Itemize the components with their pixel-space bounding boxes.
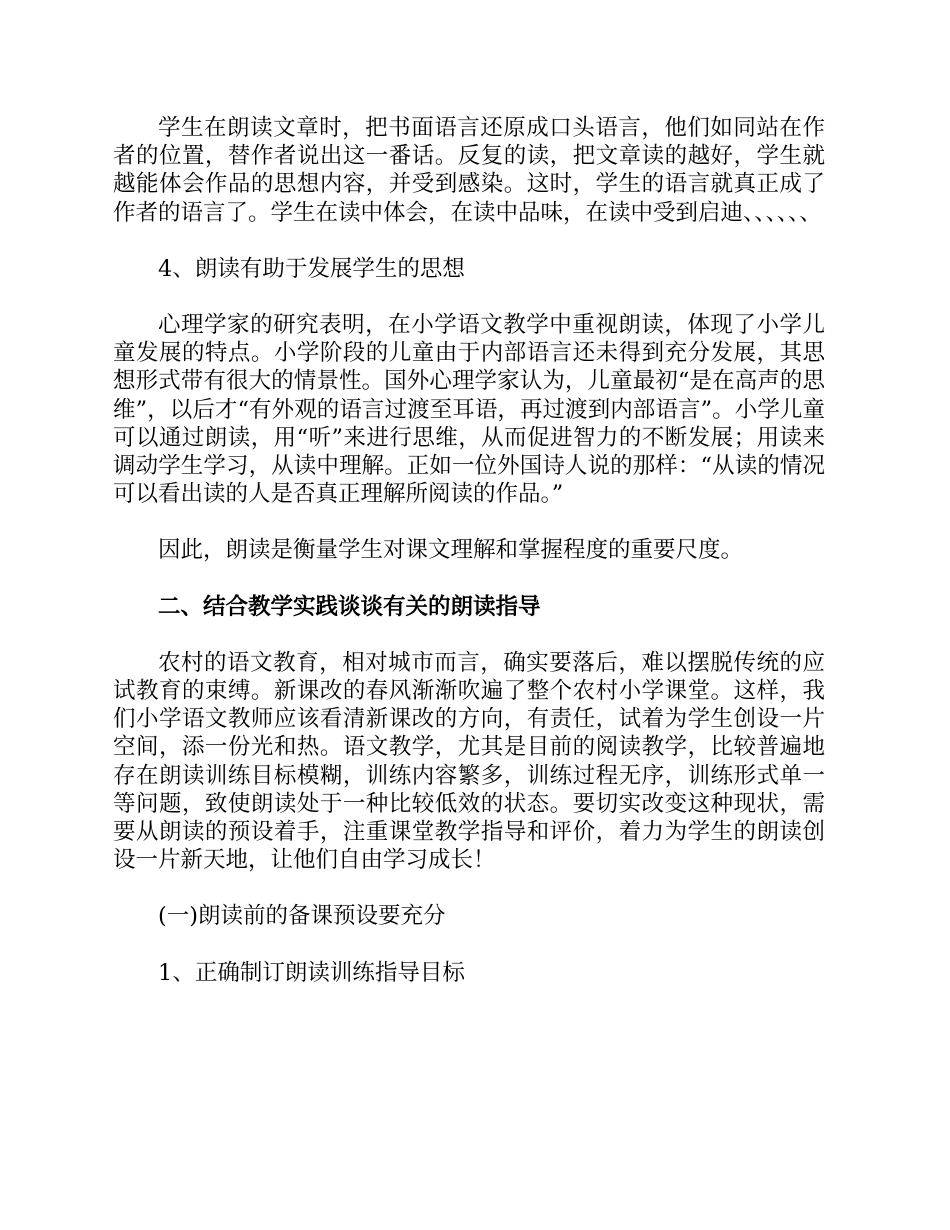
body-paragraph-psychology-research: 心理学家的研究表明，在小学语文教学中重视朗读，体现了小学儿童发展的特点。小学阶段的儿童由于内部语言还未得到充分发展，其思想形式带有很大的情景性。国外心理学家认为，儿童最初“是在高声的思维”，以后才“有外观的语言过渡至耳语，再过渡到内部语言”。小学儿童可以通过朗读，用“听”来进行思维，从而促进智力的不断发展；用读来调动学生学习，从读中理解。正如一位外国诗人说的那样：“从读的情况可以看出读的人是否真正理解所阅读的作品。”	[113, 312, 825, 508]
subheading-point-1: 1、正确制订朗读训练指导目标	[158, 959, 465, 986]
body-paragraph-rural-education: 农村的语文教育，相对城市而言，确实要落后，难以摆脱传统的应试教育的束缚。新课改的春风渐渐吹遍了整个农村小学课堂。这样，我们小学语文教师应该看清新课改的方向，有责任，试着为学生创设一片空间，添一份光和热。语文教学，尤其是目前的阅读教学，比较普遍地存在朗读训练目标模糊，训练内容繁多，训练过程无序，训练形式单一等问题，致使朗读处于一种比较低效的状态。要切实改变这种现状，需要从朗读的预设着手，注重课堂教学指导和评价，着力为学生的朗读创设一片新天地，让他们自由学习成长！	[113, 649, 825, 874]
subheading-point-4: 4、朗读有助于发展学生的思想	[158, 255, 465, 282]
subheading-part-1: (一)朗读前的备课预设要充分	[158, 903, 446, 930]
body-paragraph-conclusion: 因此，朗读是衡量学生对课文理解和掌握程度的重要尺度。	[158, 537, 744, 564]
body-paragraph-reading-aloud-effect: 学生在朗读文章时，把书面语言还原成口头语言，他们如同站在作者的位置，替作者说出这一番话。反复的读，把文章读的越好，学生就越能体会作品的思想内容，并受到感染。这时，学生的语言就真正成了作者的语言了。学生在读中体会，在读中品味，在读中受到启迪、、、、、、	[113, 115, 825, 226]
document-page	[113, 114, 825, 1015]
section-heading-part-2: 二、结合教学实践谈谈有关的朗读指导	[158, 593, 541, 620]
